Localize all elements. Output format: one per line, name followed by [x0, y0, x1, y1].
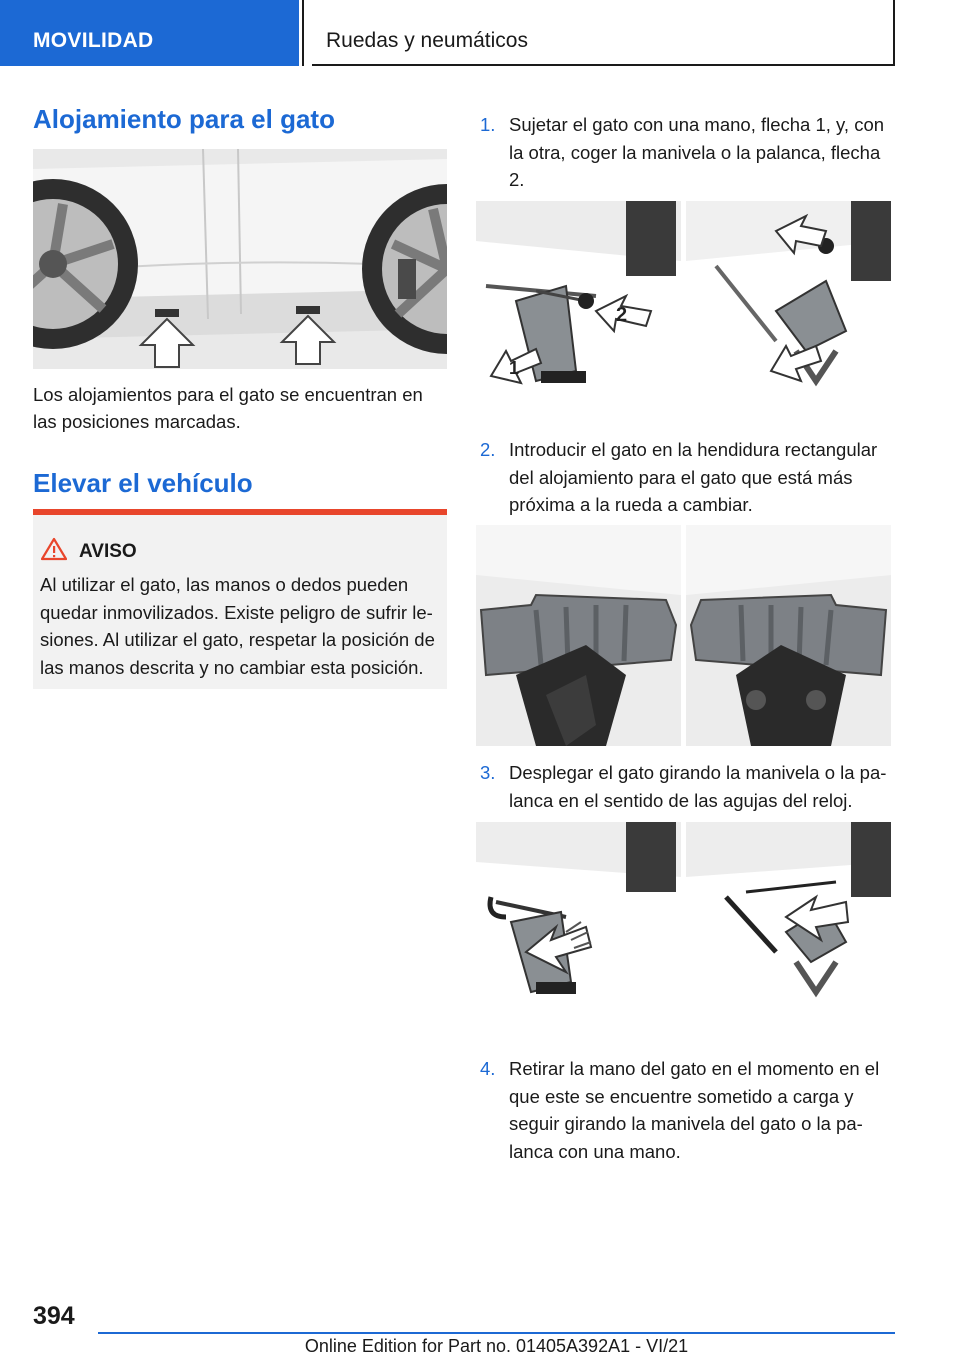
step-text: Sujetar el gato con una mano, flecha 1, y, con la otra, coger la manivela o la palanca, flecha 2. — [509, 114, 885, 190]
figure-insert-jack — [476, 525, 891, 746]
chapter-title: Ruedas y neumáticos — [326, 29, 528, 52]
figure-hold-jack — [476, 201, 891, 398]
arrow-label-1: 1 — [509, 358, 520, 378]
footer-edition: Online Edition for Part no. 01405A392A1 - VI/21 — [304, 1336, 689, 1356]
section-title: MOVILIDAD — [33, 29, 154, 52]
warning-triangle-icon — [41, 537, 67, 566]
step-number: 2. — [480, 439, 496, 460]
step-number: 4. — [480, 1058, 496, 1079]
footer-divider — [98, 1332, 895, 1334]
page-number: 394 — [33, 1302, 75, 1330]
step-text: Introducir el gato en la hendidura rectangular del alojamiento para el gato que está más próxima a la rueda a cambiar. — [509, 439, 878, 515]
step-text: Desplegar el gato girando la manivela o la palanca en el sentido de las agujas del reloj. — [509, 762, 887, 811]
step-number: 1. — [480, 114, 496, 135]
warning-box — [33, 509, 447, 689]
section-tab — [0, 0, 299, 66]
header-divider — [302, 0, 312, 66]
chapter-tab — [312, 0, 895, 66]
step-text: Retirar la mano del gato en el momento en el que este se encuentre sometido a carga y seguir girando la manivela del gato o la palanca con una mano. — [509, 1058, 880, 1162]
step-number: 3. — [480, 762, 496, 783]
arrow-label-2: 2 — [616, 304, 628, 326]
caption-jack-points: Los alojamientos para el gato se encuentran en las posiciones marcadas. — [33, 384, 423, 432]
figure-jack-points — [33, 149, 447, 369]
heading-jack-mount: Alojamiento para el gato — [33, 104, 335, 134]
heading-lift-vehicle: Elevar el vehículo — [33, 468, 253, 498]
warning-title: AVISO — [79, 541, 137, 562]
figure-extend-jack — [476, 822, 891, 1012]
warning-text: Al utilizar el gato, las manos o dedos pueden quedar inmovilizados. Existe peligro de sufrir lesiones. Al utilizar el gato, respetar la posición de las manos descrita y no cambiar esta posición. — [40, 574, 435, 678]
